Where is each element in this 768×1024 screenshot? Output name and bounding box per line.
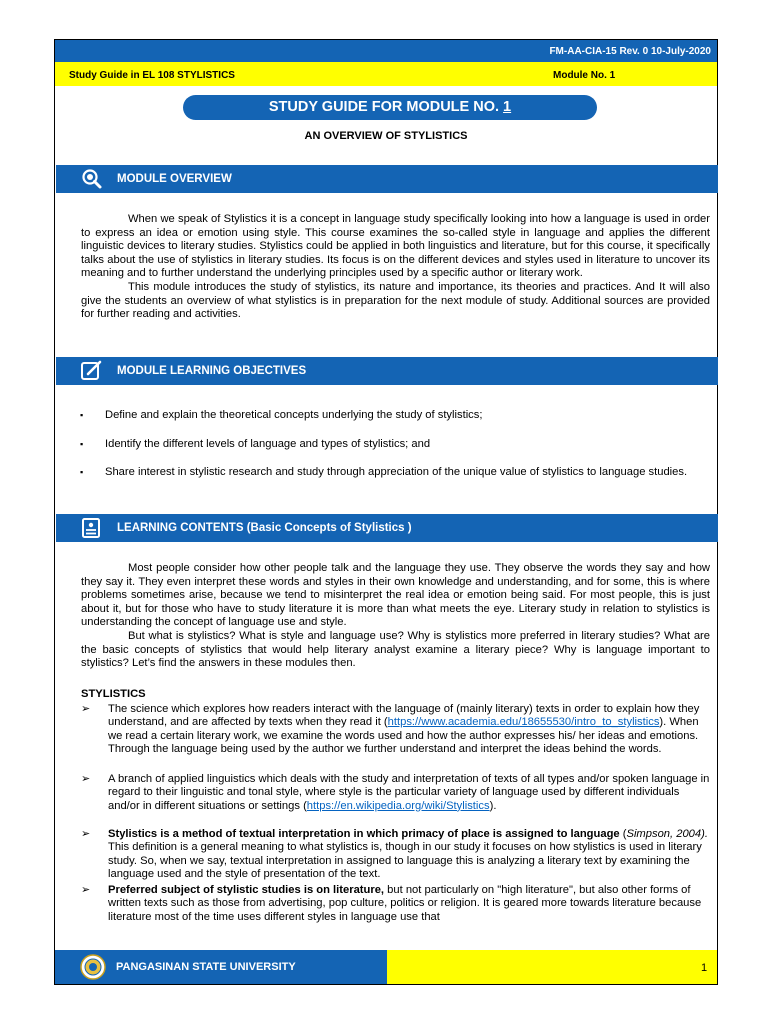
text-run: ).	[489, 799, 497, 812]
text-run: but not particularly on "high literature", but also other forms of written texts such as those from advertising, pop culture, politics or religion. It is geared more towards literature because literature most of the time uses different styles in language use that	[108, 884, 702, 923]
stylistics-text	[108, 828, 710, 881]
bold-run: Preferred subject of stylistic studies is on literature,	[108, 884, 385, 896]
bold-run: Stylistics is a method of textual interpretation in which primacy of place is assigned to language	[108, 828, 620, 840]
course-title: Study Guide in EL 108 STYLISTICS	[69, 70, 235, 81]
objectives-heading: MODULE LEARNING OBJECTIVES	[117, 365, 307, 377]
magnifier-icon	[80, 168, 104, 190]
objective-text: Identify the different levels of language and types of stylistics; and	[105, 438, 431, 450]
citation: Simpson, 2004).	[626, 828, 708, 840]
overview-text	[81, 213, 710, 322]
text-run: The science which explores how readers interact with the language of (mainly literary) texts in order to explain how they understand, and are affected by texts when they read it (	[108, 703, 700, 729]
overview-paragraph-2: This module introduces the study of stylistics, its nature and importance, its theories and practices. And It will also give the students an overview of what stylistics is in preparation for the next module of study. Additional sources are provided for further reading and activities.	[81, 280, 710, 321]
bullet-icon: ▪	[80, 410, 84, 420]
contents-header	[56, 514, 718, 542]
contents-paragraph-2: But what is stylistics? What is style and language use? Why is stylistics more preferred in literary studies? What are the basic concepts of stylistics that would help literary analyst examine a literary piece? Why is language important to stylistics? Let’s find the answers in these modules then.	[81, 629, 710, 670]
stylistics-text	[108, 884, 710, 924]
overview-heading: MODULE OVERVIEW	[117, 173, 232, 185]
pencil-note-icon	[80, 360, 104, 382]
objective-text: Share interest in stylistic research and study through appreciation of the unique value of stylistics to language studies.	[105, 466, 688, 478]
text-run: ). When we read a certain literary work, we examine the words used and how the author expresses his/ her ideas and emotions. Through the language being used by the author we further understand and interpret the ideas behind the words.	[108, 716, 699, 755]
wikipedia-link[interactable]: https://en.wikipedia.org/wiki/Stylistics	[306, 799, 490, 812]
text-run: (	[619, 828, 627, 840]
bullet-icon: ▪	[80, 439, 84, 449]
bullet-icon: ▪	[80, 467, 84, 477]
page-subtitle: AN OVERVIEW OF STYLISTICS	[304, 130, 468, 142]
arrow-bullet-icon: ➢	[81, 773, 91, 785]
form-code: FM-AA-CIA-15 Rev. 0 10-July-2020	[549, 46, 711, 57]
arrow-bullet-icon: ➢	[81, 828, 91, 840]
document-icon	[80, 517, 104, 539]
overview-header	[56, 165, 718, 193]
arrow-bullet-icon: ➢	[81, 703, 91, 715]
objective-text: Define and explain the theoretical concepts underlying the study of stylistics;	[105, 409, 483, 421]
arrow-bullet-icon: ➢	[81, 884, 91, 896]
stylistics-text	[108, 773, 710, 813]
page-number: 1	[701, 962, 708, 974]
footer-page-bar	[387, 950, 717, 984]
course-bar	[55, 62, 717, 86]
text-run: A branch of applied linguistics which deals with the study and interpretation of texts of all types and/or spoken language in regard to their linguistic and tonal style, where style is the particular variety of language used by different individuals and/or in different situations or settings (	[108, 773, 710, 812]
contents-text	[81, 562, 710, 671]
header-bar	[55, 40, 717, 62]
module-number: 1	[503, 99, 512, 115]
overview-paragraph-1: When we speak of Stylistics it is a concept in language study specifically looking into how a language is used in order to express an idea or emotion using style. This course examines the so-called style in language and applies the different linguistic devices to literary studies. Stylistics could be applied in both linguistics and literature, but for this course, it specifically talks about the use of stylistics in literary studies. Its focus is on the different devices and styles used in literature to uncover its meaning and to further understand the underlying principles used by a specific author or literary work.	[81, 213, 710, 280]
contents-paragraph-1: Most people consider how other people talk and the language they use. They observe the words they say and how they say it. They even interpret these words and styles in their own knowledge and understanding, and for some, this is where problems sometimes arise, because we tend to misinterpret the real idea or emotion being said. For most people, this is just about it, but for those who have to study literature it is more than what meets the eye. Literary study in relation to stylistics is understanding the concept of language use and style.	[81, 562, 710, 629]
contents-heading: LEARNING CONTENTS (Basic Concepts of Stylistics )	[117, 522, 412, 534]
stylistics-heading: STYLISTICS	[81, 688, 146, 700]
academia-link[interactable]: https://www.academia.edu/18655530/intro_to_stylistics	[387, 716, 660, 729]
text-run: This definition is a general meaning to what stylistics is, though in our study it focuses on how stylistics is used in literary study. So, when we say, textual interpretation in assigned to language this is analyzing a literary text by examining the language used and the style of presentation of the text.	[108, 841, 702, 880]
module-label: Module No. 1	[553, 70, 616, 81]
title-prefix: STUDY GUIDE FOR MODULE NO.	[268, 99, 500, 115]
stylistics-text	[108, 703, 710, 756]
university-name: PANGASINAN STATE UNIVERSITY	[116, 961, 296, 973]
university-seal-icon	[80, 954, 106, 980]
page-title	[183, 95, 597, 120]
objectives-header	[56, 357, 718, 385]
